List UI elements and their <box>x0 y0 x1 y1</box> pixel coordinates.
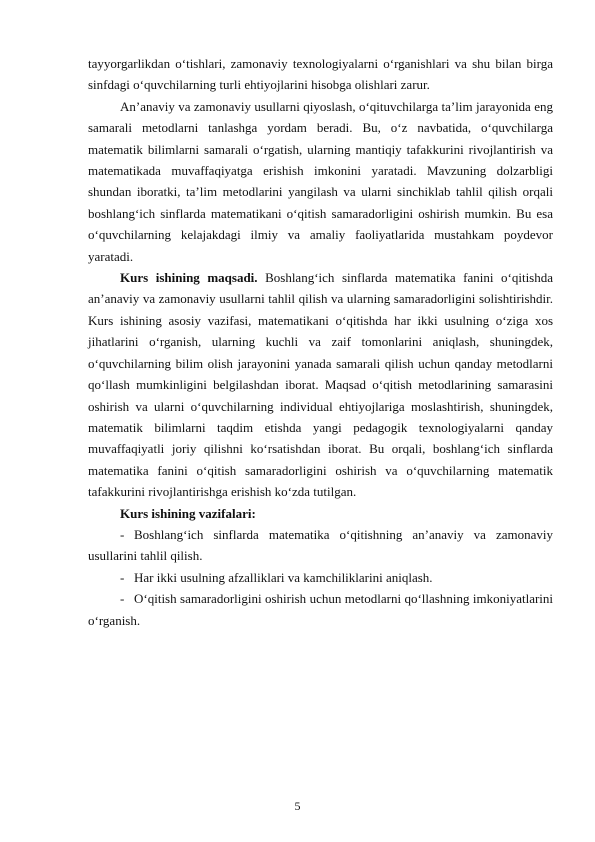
text-line: An’anaviy va zamonaviy usullarni qiyoslash, o‘qituvchilarga ta’lim <box>120 98 473 114</box>
text-line: tayyorgarlikdan o‘tishlari, zamonaviy texnologiyalarni o‘rganishlari va shu bilan <box>88 56 522 71</box>
text-line: amaliy faoliyatlarida mustahkam poydevor yaratadi. <box>88 227 554 264</box>
text-line: joriy qilishni ko‘rsatishdan iborat. Bu orqali, boshlang‘ich sinflarda matematika <box>88 441 553 478</box>
text-line: Boshlang‘ich sinflarda matematika o‘qitishning an’anaviy va zamonaviy <box>134 526 553 542</box>
text-line: jarayonida eng samarali metodlarni tanlashga yordam beradi. Bu, o‘z navbatida, <box>88 98 553 136</box>
text-line: o‘qitishda har ikki usulning o‘ziga xos jihatlarini o‘rganish, ularning kuchli va zaif <box>88 312 554 350</box>
bullet-dash: - <box>120 591 125 607</box>
page-number: 5 <box>294 799 301 813</box>
text-line: o‘quvchilarga matematik bilimlarni samarali o‘rgatish, ularning mantiqiy <box>88 120 553 157</box>
bullet-dash: - <box>120 526 125 542</box>
paragraph-comparison <box>88 96 553 267</box>
document-body <box>88 53 553 631</box>
text-line: iborat. Maqsad o‘qitish metodlarining samarasini oshirish va ularni <box>88 377 553 414</box>
task-item-2 <box>88 567 553 588</box>
text-line: O‘qitish samaradorligini oshirish uchun metodlarni qo‘llashning <box>134 591 470 607</box>
text-line: usullarini tahlil qilish. <box>88 548 203 564</box>
text-line: o‘quvchilarning individual ehtiyojlariga moslashtirish, shuningdek, matematik <box>88 398 554 435</box>
task-item-3 <box>88 588 553 631</box>
text-line: tomonlarini aniqlash, shuningdek, o‘quvchilarning bilim olish jarayonini yanada <box>88 334 553 371</box>
paragraph-goal <box>88 267 553 502</box>
paragraph-intro <box>88 53 553 96</box>
text-line: Boshlang‘ich sinflarda matematika fanini <box>257 270 494 286</box>
text-line: imkoniyatlarini o‘rganish. <box>88 591 554 628</box>
tasks-heading: Kurs ishining vazifalari: <box>120 505 256 521</box>
text-line: samaradorligini oshirish mumkin. Bu esa o‘quvchilarning kelajakdagi ilmiy va <box>88 205 554 243</box>
text-line: fanini o‘qitish samaradorligini oshirish va o‘quvchilarning matematik tafakkurini <box>88 462 554 500</box>
text-line: yaratadi. Mavzuning dolzarbligi shundan iboratki, ta’lim metodlarini yangilash va <box>88 163 553 200</box>
text-line: samarali qilish uchun qanday metodlarni qo‘llash mumkinligini belgilashdan <box>88 355 554 393</box>
text-line: tafakkurini rivojlantirish va matematikada muvaffaqiyatga erishish imkonini <box>88 141 553 179</box>
bullet-dash: - <box>120 569 125 585</box>
text-line: Har ikki usulning afzalliklari va kamchiliklarini aniqlash. <box>134 569 433 585</box>
task-item-1 <box>88 524 553 567</box>
text-line: samaradorligini solishtirishdir. Kurs ishining asosiy vazifasi, matematikani <box>88 291 553 328</box>
text-line: bilimlarni taqdim etishda yangi pedagogik texnologiyalarni qanday muvaffaqiyatli <box>88 419 553 457</box>
text-line: birga sinfdagi o‘quvchilarning turli ehtiyojlarini hisobga olishlari zarur. <box>88 56 554 93</box>
goal-heading: Kurs ishining maqsadi. <box>120 270 258 286</box>
text-line: ularni sinchiklab tahlil qilish orqali boshlang‘ich sinflarda matematikani o‘qitish <box>88 184 553 221</box>
text-line: rivojlantirishga erishish ko‘zda tutilgan. <box>148 484 357 500</box>
text-line: o‘qitishda an’anaviy va zamonaviy usullarni tahlil qilish va ularning <box>88 270 554 307</box>
